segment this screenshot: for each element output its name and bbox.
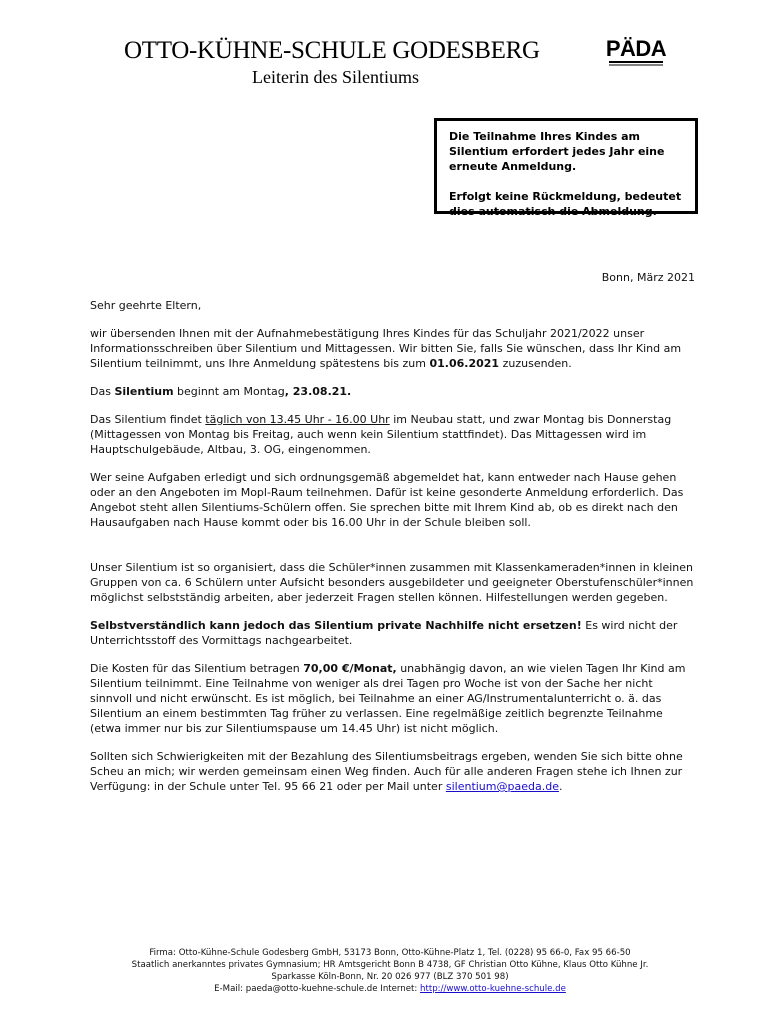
paragraph-intro (90, 326, 695, 371)
start-date: , 23.08.21. (284, 385, 352, 398)
paragraph-tutoring (90, 618, 695, 648)
costs-text: Die Kosten für das Silentium betragen (90, 662, 304, 675)
contact-text: Sollten sich Schwierigkeiten mit der Bezahlung des Silentiumsbeitrags ergeben, wenden Sie sich bitte ohne Scheu an mich; wir werden gemeinsam einen Weg finden. Auch für alle anderen Fragen stehe ich Ihnen zur Verfügung: in der Schule unter Tel. 95 66 21 oder per Mail unter (90, 750, 683, 793)
silentium-term: Silentium (114, 385, 174, 398)
times-text: Das Silentium findet (90, 413, 206, 426)
website-link[interactable]: http://www.otto-kuehne-schule.de (420, 984, 566, 994)
notice-line-1: Die Teilnahme Ihres Kindes am Silentium erfordert jedes Jahr eine erneute Anmeldung. (449, 130, 665, 173)
footer-company: Firma: Otto-Kühne-Schule Godesberg GmbH, 53173 Bonn, Otto-Kühne-Platz 1, Tel. (0228) 95 66-0, Fax 95 66-50 (149, 948, 631, 958)
school-title: OTTO-KÜHNE-SCHULE GODESBERG (124, 37, 540, 64)
letter-subtitle: Leiterin des Silentiums (252, 67, 419, 87)
paragraph-contact (90, 749, 695, 794)
tutoring-statement: Selbstverständlich kann jedoch das Silentium private Nachhilfe nicht ersetzen! (90, 619, 582, 632)
footer-contact (80, 983, 700, 995)
footer-registration: Staatlich anerkanntes privates Gymnasium; HR Amtsgericht Bonn B 4738, GF Christian Otto Kühne, Klaus Otto Kühne Jr. (131, 960, 649, 970)
paragraph-start (90, 384, 695, 399)
time-range: täglich von 13.45 Uhr - 16.00 Uhr (205, 413, 390, 426)
email-link[interactable]: silentium@paeda.de (445, 780, 559, 793)
costs-text-end: unabhängig davon, an wie vielen Tagen Ihr Kind am Silentium teilnimmt. Eine Teilnahme von weniger als drei Tagen pro Woche ist von der Sache her nicht sinnvoll und nicht erwünscht. Es ist möglich, bei Teilnahme an einer AG/Instrumentalunterricht o. ä. das Silentium an einem bestimmten Tag früher zu verlassen. Eine regelmäßige zeitlich begrenzte Teilnahme (etwa immer nur bis zur Silentiumspause um 14.45 Uhr) ist nicht möglich. (90, 662, 686, 735)
paragraph-times (90, 412, 695, 457)
contact-text-end: . (558, 780, 563, 793)
monthly-price: 70,00 €/Monat, (303, 662, 397, 675)
footer-bank: Sparkasse Köln-Bonn, Nr. 20 026 977 (BLZ 370 501 98) (271, 972, 509, 982)
intro-text: wir übersenden Ihnen mit der Aufnahmebestätigung Ihres Kindes für das Schuljahr 2021/2022 unser Informationsschreiben über Silentium und Mittagessen. Wir bitten Sie, falls Sie wünschen, dass Ihr Kind am Silentium teilnimmt, uns Ihre Anmeldung spätestens bis zum (90, 327, 682, 370)
notice-box (434, 118, 698, 218)
paragraph-offers: Wer seine Aufgaben erledigt und sich ordnungsgemäß abgemeldet hat, kann entweder nach Hause gehen oder an den Angeboten im Mopl-Raum teilnehmen. Dafür ist keine gesonderte Anmeldung erforderlich. Das Angebot steht allen Silentiums-Schülern offen. Sie sprechen bitte mit Ihrem Kind ab, ob es direkt nach den Hausaufgaben nach Hause kommt oder bis 16.00 Uhr in der Schule bleiben soll. (90, 471, 684, 529)
letter-date: Bonn, März 2021 (601, 271, 695, 284)
tutoring-text: Es wird nicht der Unterrichtsstoff des Vormittags nachgearbeitet. (90, 619, 678, 647)
paragraph-organisation: Unser Silentium ist so organisiert, dass die Schüler*innen zusammen mit Klassenkameraden*innen in kleinen Gruppen von ca. 6 Schülern unter Aufsicht besonders ausgebildeter und geeigneter Oberstufenschüler*innen möglichst selbstständig arbeiten, aber jederzeit Fragen stellen können. Hilfestellungen werden gegeben. (90, 561, 694, 604)
footer-email: E-Mail: paeda@otto-kuehne-schule.de Internet: (214, 984, 421, 994)
paeda-logo (605, 34, 667, 74)
start-text: Das (90, 385, 115, 398)
start-text-mid: beginnt am Montag (173, 385, 285, 398)
times-text-end: im Neubau statt, und zwar Montag bis Donnerstag (Mittagessen von Montag bis Freitag, auch wenn kein Silentium stattfindet). Das Mittagessen wird im Hauptschulgebäude, Altbau, 3. OG, eingenommen. (90, 413, 672, 456)
paragraph-costs (90, 661, 695, 736)
logo-text: PÄDA (605, 36, 667, 61)
salutation: Sehr geehrte Eltern, (90, 299, 202, 312)
intro-text-end: zuzusenden. (499, 357, 572, 370)
deadline-date: 01.06.2021 (429, 357, 500, 370)
notice-line-2: Erfolgt keine Rückmeldung, bedeutet dies automatisch die Abmeldung. (449, 190, 682, 218)
letter-body (90, 270, 695, 807)
page-footer (80, 947, 700, 995)
